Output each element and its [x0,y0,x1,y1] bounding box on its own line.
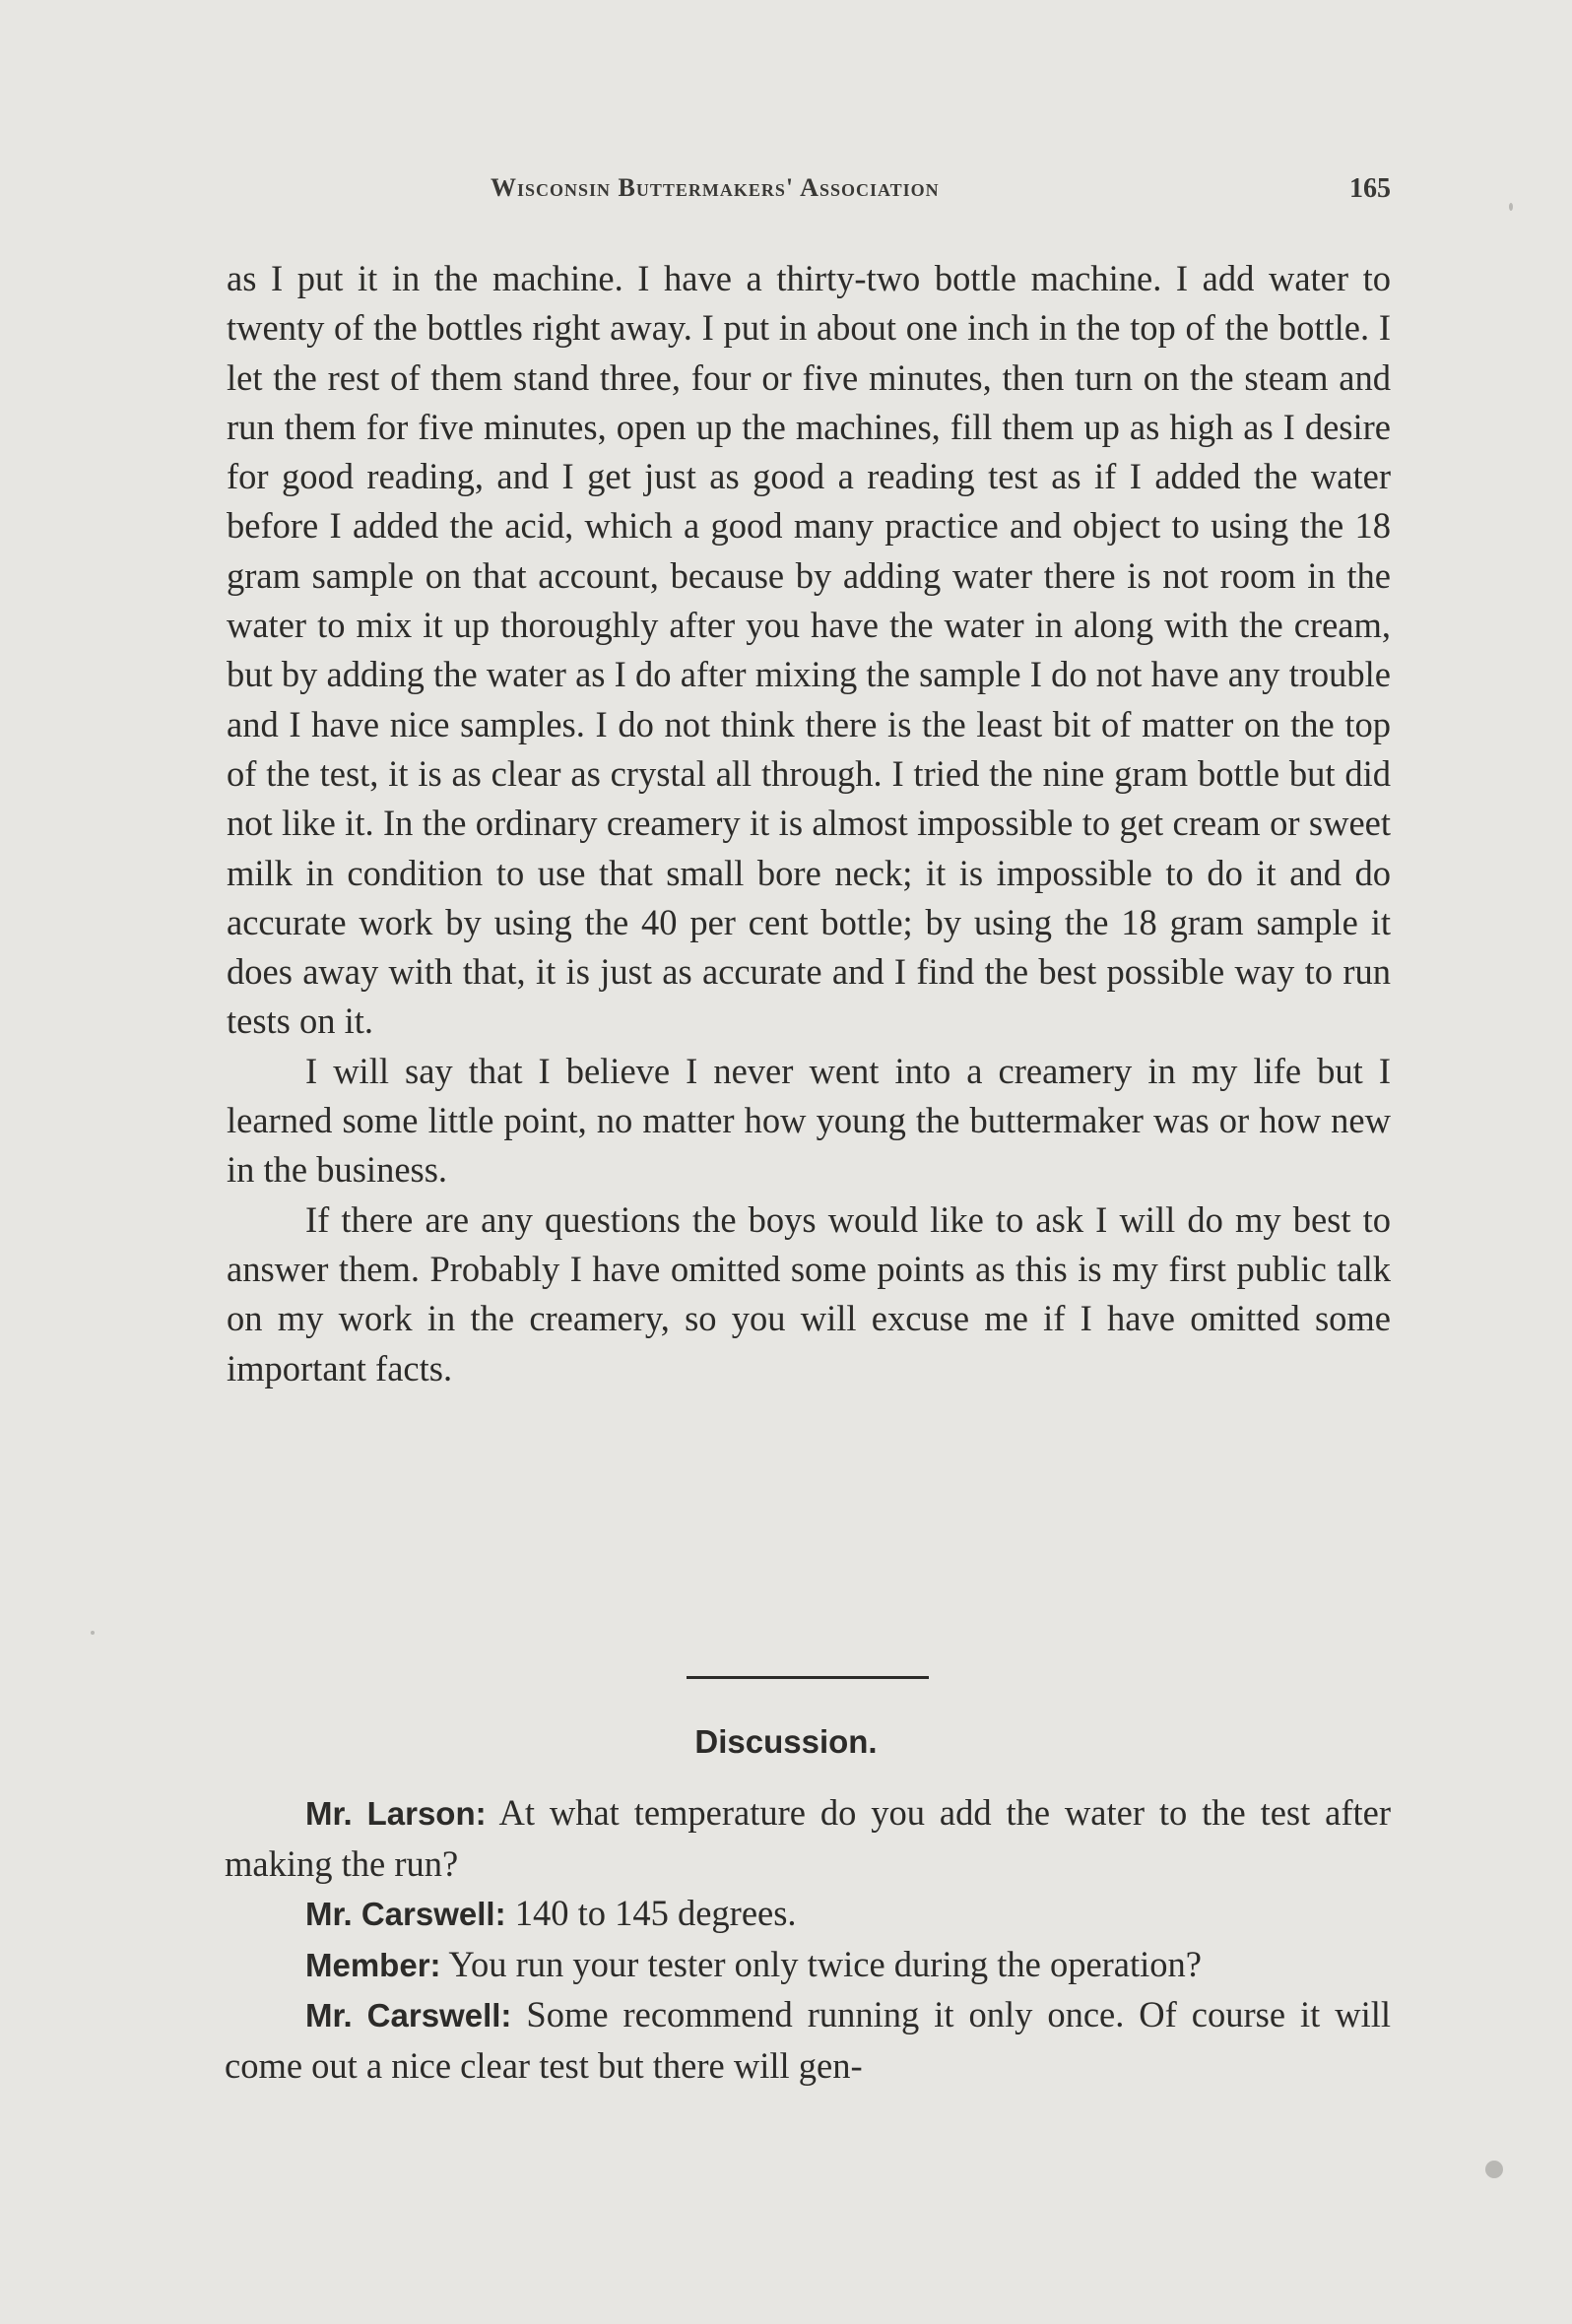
paragraph-continued: as I put it in the machine. I have a thirty-two bottle machine. I add water to twenty of the bottles right away. I put in about one inch in the top of the bottle. I let the rest of them stand three, four or five minutes, then turn on the steam and run them for five minutes, open up the machines, fill them up as high as I desire for good reading, and I get just as good a reading test as if I added the water before I added the acid, which a good many practice and object to using the 18 gram sample on that account, because by adding water there is not room in the water to mix it up thoroughly after you have the water in along with the cream, but by adding the water as I do after mixing the sample I do not have any trouble and I have nice samples. I do not think there is the least bit of matter on the top of the test, it is as clear as crystal all through. I tried the nine gram bottle but did not like it. In the ordinary creamery it is almost impossible to get cream or sweet milk in condition to use that small bore neck; it is impossible to do it and do accurate work by using the 40 per cent bottle; by using the 18 gram sample it does away with that, it is just as accurate and I find the best possible way to run tests on it. [227,258,1391,1042]
speaker-text: You run your tester only twice during the operation? [448,1943,1202,1984]
discussion-exchange [225,1990,1391,2091]
body-text [227,254,1391,1393]
paragraph-questions: If there are any questions the boys would like to ask I will do my best to answer them. Probably I have omitted some points as this is my first public talk on my work in the creamery, so you will excuse me if I have omitted some important facts. [227,1198,1391,1388]
paper-speck [1485,2161,1503,2178]
page-number: 165 [1349,173,1391,204]
speaker-name: Mr. Carswell: [305,1997,512,2034]
speaker-text: 140 to 145 degrees. [514,1893,797,1933]
discussion-exchange [225,1889,1391,1940]
paper-speck [91,1631,95,1635]
paper-speck [1509,203,1513,211]
speaker-text: Some recommend running it only once. Of course it will come out a nice clear test but there will gen- [225,1994,1392,2086]
discussion-exchange [225,1788,1391,1889]
running-head [227,173,1391,213]
paragraph-creamery-visits: I will say that I believe I never went into a creamery in my life but I learned some little point, no matter how young the buttermaker was or how new in the business. [227,1050,1391,1191]
speaker-name: Member: [305,1946,441,1983]
speaker-name: Mr. Larson: [305,1795,487,1832]
speaker-name: Mr. Carswell: [305,1896,506,1932]
discussion-section [225,1788,1391,2091]
discussion-exchange [225,1940,1391,1991]
running-head-title: Wisconsin Buttermakers' Association [491,173,940,202]
section-divider [687,1676,929,1679]
speaker-text: At what temperature do you add the water to the test after making the run? [225,1792,1392,1884]
section-heading: Discussion. [694,1723,878,1760]
